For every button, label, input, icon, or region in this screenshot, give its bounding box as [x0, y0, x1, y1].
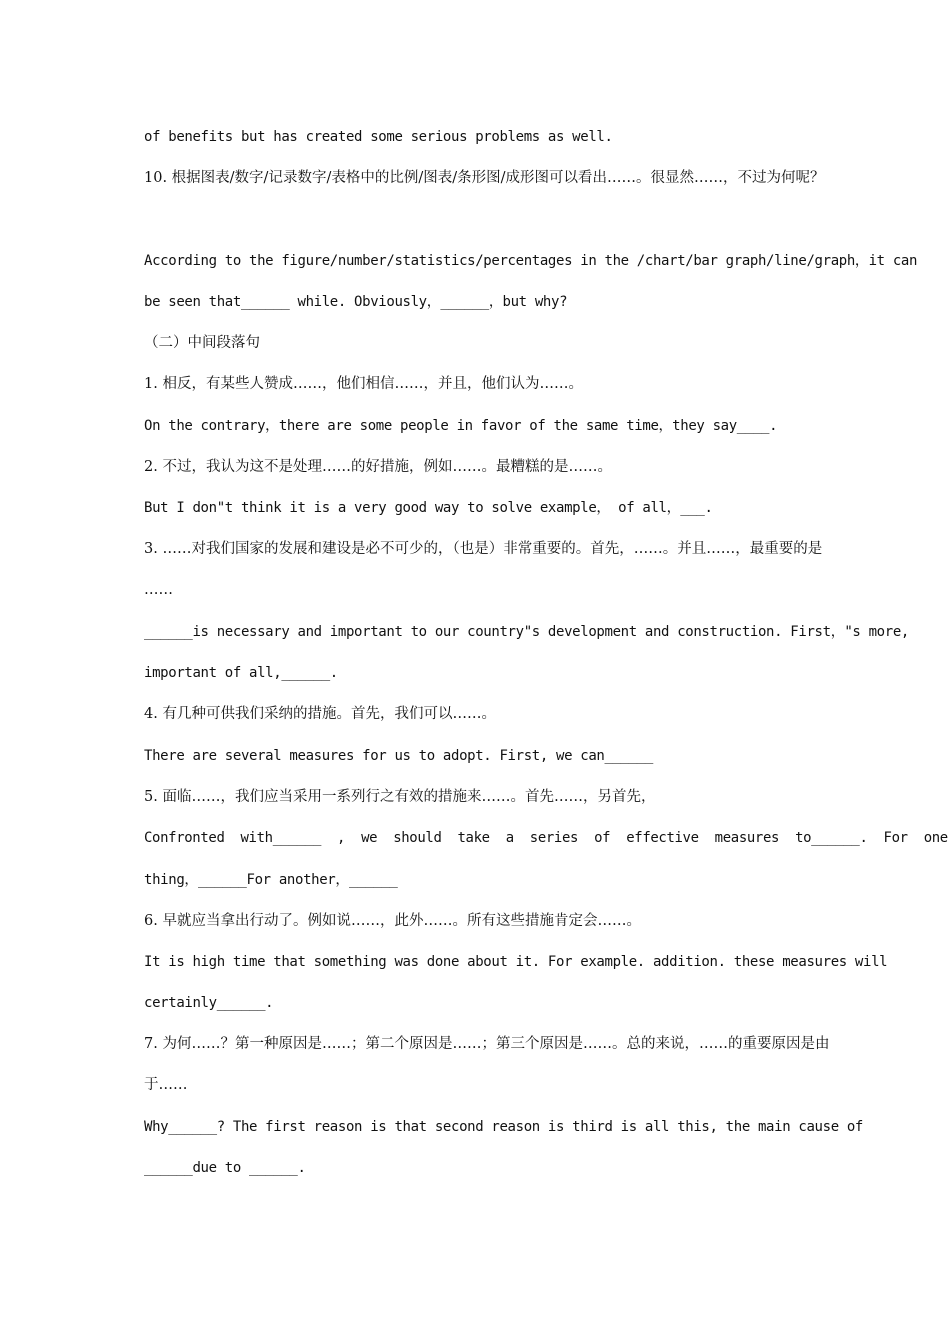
text-line-6: 1. 相反，有某些人赞成……，他们相信……，并且，他们认为……。	[144, 376, 583, 392]
text-line-11: ……	[144, 582, 173, 598]
text-line-20: It is high time that something was done about it. For example. addition. these measures will	[144, 954, 888, 970]
text-line-14: 4. 有几种可供我们采纳的措施。首先，我们可以……。	[144, 706, 496, 722]
text-line-23: 于……	[144, 1077, 188, 1093]
text-line-18: thing，______For another，______	[144, 872, 398, 888]
text-line-10: 3. ……对我们国家的发展和建设是必不可少的，（也是）非常重要的。首先，……。并且……，最重要的是	[144, 541, 823, 557]
text-line-15: There are several measures for us to adopt. First, we can______	[144, 748, 653, 764]
text-line-12: ______is necessary and important to our country"s development and construction. First，"s more,	[144, 624, 909, 640]
document-page	[144, 0, 950, 1344]
text-line-25: ______due to ______.	[144, 1160, 306, 1176]
text-line-19: 6. 早就应当拿出行动了。例如说……，此外……。所有这些措施肯定会……。	[144, 913, 641, 929]
text-line-22: 7. 为何……？第一种原因是……；第二个原因是……；第三个原因是……。总的来说，……的重要原因是由	[144, 1036, 830, 1052]
text-line-21: certainly______.	[144, 995, 274, 1011]
text-line-9: But I don"t think it is a very good way to solve example， of all，___.	[144, 500, 713, 516]
text-line-7: On the contrary，there are some people in favor of the same time，they say____.	[144, 418, 778, 434]
text-line-8: 2. 不过，我认为这不是处理……的好措施，例如……。最糟糕的是……。	[144, 459, 612, 475]
text-line-3: According to the figure/number/statistics/percentages in the /chart/bar graph/line/graph，it can	[144, 253, 918, 269]
text-line-2: 10. 根据图表/数字/记录数字/表格中的比例/图表/条形图/成形图可以看出……。很显然……，不过为何呢？	[144, 170, 825, 186]
text-line-24: Why______? The first reason is that second reason is third is all this, the main cause of	[144, 1119, 864, 1135]
text-line-1: of benefits but has created some serious problems as well.	[144, 129, 613, 145]
text-line-17: Confronted with______ , we should take a series of effective measures to______. For one	[144, 830, 948, 846]
text-line-16: 5. 面临……，我们应当采用一系列行之有效的措施来……。首先……，另首先，	[144, 789, 656, 805]
text-line-4: be seen that______ while. Obviously，______，but why?	[144, 294, 568, 310]
text-line-13: important of all,______.	[144, 665, 338, 681]
section-heading: （二）中间段落句	[144, 335, 260, 351]
